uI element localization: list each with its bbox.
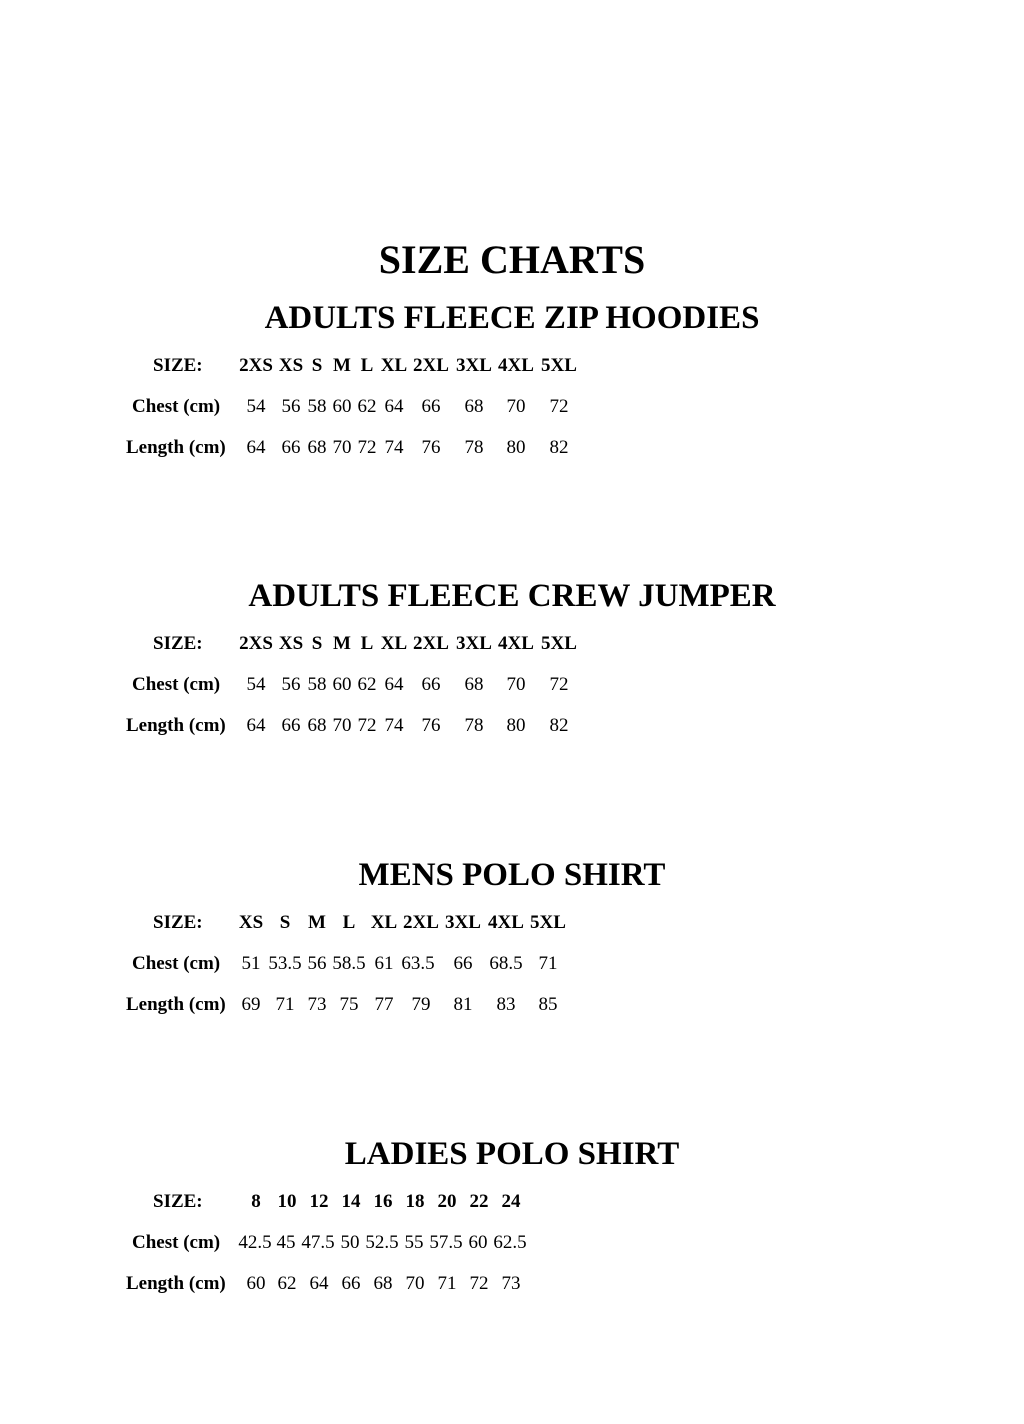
table-cell: XS [278, 355, 304, 376]
table-cell: 74 [384, 437, 404, 458]
table-cell: 20 [437, 1191, 457, 1212]
size-row [0, 631, 1024, 657]
table-cell: 70 [332, 437, 352, 458]
table-cell: 16 [373, 1191, 393, 1212]
table-cell: 2XS [239, 355, 273, 376]
row-label: SIZE: [153, 912, 203, 933]
table-cell: 74 [384, 715, 404, 736]
table-cell: S [311, 633, 323, 654]
section-title: ADULTS FLEECE ZIP HOODIES [264, 300, 760, 336]
table-cell: 63.5 [401, 953, 435, 974]
table-cell: 18 [405, 1191, 425, 1212]
table-cell: 68 [307, 437, 327, 458]
table-cell: 60 [332, 674, 352, 695]
table-cell: 70 [506, 396, 526, 417]
chest-row [0, 672, 1024, 698]
size-row [0, 353, 1024, 379]
table-cell: 78 [464, 437, 484, 458]
table-cell: 68 [307, 715, 327, 736]
table-cell: 64 [246, 715, 266, 736]
chest-row [0, 1230, 1024, 1256]
table-cell: 2XL [413, 633, 449, 654]
table-cell: XL [380, 355, 408, 376]
table-cell: 58 [307, 674, 327, 695]
table-cell: 66 [453, 953, 473, 974]
table-cell: 83 [496, 994, 516, 1015]
table-cell: 75 [339, 994, 359, 1015]
row-label: Chest (cm) [132, 1232, 221, 1253]
table-cell: 80 [506, 437, 526, 458]
table-cell: 5XL [541, 633, 577, 654]
table-cell: 53.5 [268, 953, 302, 974]
table-cell: 51 [241, 953, 261, 974]
table-cell: 54 [246, 674, 266, 695]
row-label: SIZE: [153, 633, 203, 654]
table-cell: M [333, 355, 351, 376]
table-cell: 69 [241, 994, 261, 1015]
length-row [0, 713, 1024, 739]
table-cell: XS [278, 633, 304, 654]
table-cell: 10 [277, 1191, 297, 1212]
table-cell: 66 [341, 1273, 361, 1294]
table-cell: M [333, 633, 351, 654]
table-cell: 56 [281, 674, 301, 695]
chest-row [0, 394, 1024, 420]
table-cell: 42.5 [238, 1232, 272, 1253]
section-title: MENS POLO SHIRT [358, 857, 666, 893]
row-label: SIZE: [153, 1191, 203, 1212]
table-cell: 81 [453, 994, 473, 1015]
table-cell: 68 [464, 674, 484, 695]
section-title: ADULTS FLEECE CREW JUMPER [248, 578, 776, 614]
table-cell: 14 [341, 1191, 361, 1212]
size-row [0, 1189, 1024, 1215]
row-label: SIZE: [153, 355, 203, 376]
section-title: LADIES POLO SHIRT [344, 1136, 680, 1172]
table-cell: 56 [307, 953, 327, 974]
table-cell: 54 [246, 396, 266, 417]
table-cell: 52.5 [365, 1232, 399, 1253]
table-cell: 73 [307, 994, 327, 1015]
table-cell: 22 [469, 1191, 489, 1212]
table-cell: XL [380, 633, 408, 654]
table-cell: 64 [309, 1273, 329, 1294]
length-row [0, 1271, 1024, 1297]
chest-row [0, 951, 1024, 977]
table-cell: L [342, 912, 356, 933]
table-cell: 57.5 [429, 1232, 463, 1253]
table-cell: 68.5 [489, 953, 523, 974]
table-cell: 60 [246, 1273, 266, 1294]
table-cell: 62 [357, 674, 377, 695]
table-cell: 80 [506, 715, 526, 736]
table-cell: 70 [506, 674, 526, 695]
table-cell: 77 [374, 994, 394, 1015]
row-label: Chest (cm) [132, 953, 221, 974]
table-cell: 68 [373, 1273, 393, 1294]
table-cell: 70 [332, 715, 352, 736]
table-cell: 45 [276, 1232, 296, 1253]
table-cell: 60 [332, 396, 352, 417]
table-cell: 76 [421, 715, 441, 736]
table-cell: 3XL [456, 355, 492, 376]
size-chart-section [0, 1134, 1024, 1334]
table-cell: 62 [357, 396, 377, 417]
row-label: Chest (cm) [132, 396, 221, 417]
size-chart-section [0, 576, 1024, 776]
row-label: Length (cm) [126, 994, 226, 1015]
size-chart-section [0, 298, 1024, 498]
table-cell: 72 [357, 437, 377, 458]
table-cell: 82 [549, 437, 569, 458]
table-cell: 70 [405, 1273, 425, 1294]
length-row [0, 992, 1024, 1018]
table-cell: 4XL [498, 355, 534, 376]
table-cell: 5XL [541, 355, 577, 376]
table-cell: 85 [538, 994, 558, 1015]
table-cell: L [360, 633, 374, 654]
table-cell: 4XL [498, 633, 534, 654]
table-cell: 66 [421, 396, 441, 417]
table-cell: 55 [404, 1232, 424, 1253]
table-cell: 60 [468, 1232, 488, 1253]
row-label: Chest (cm) [132, 674, 221, 695]
size-row [0, 910, 1024, 936]
table-cell: 3XL [456, 633, 492, 654]
table-cell: 68 [464, 396, 484, 417]
table-cell: 72 [549, 674, 569, 695]
table-cell: 76 [421, 437, 441, 458]
row-label: Length (cm) [126, 715, 226, 736]
table-cell: 24 [501, 1191, 521, 1212]
table-cell: 56 [281, 396, 301, 417]
table-cell: 78 [464, 715, 484, 736]
table-cell: S [311, 355, 323, 376]
table-cell: 12 [309, 1191, 329, 1212]
size-chart-section [0, 855, 1024, 1055]
table-cell: 71 [538, 953, 558, 974]
table-cell: 61 [374, 953, 394, 974]
row-label: Length (cm) [126, 437, 226, 458]
table-cell: L [360, 355, 374, 376]
table-cell: 72 [549, 396, 569, 417]
page-title: SIZE CHARTS [378, 237, 646, 282]
table-cell: 3XL [445, 912, 481, 933]
length-row [0, 435, 1024, 461]
table-cell: 66 [281, 437, 301, 458]
table-cell: 8 [251, 1191, 261, 1212]
table-cell: S [279, 912, 291, 933]
table-cell: 58 [307, 396, 327, 417]
table-cell: 82 [549, 715, 569, 736]
table-cell: 73 [501, 1273, 521, 1294]
table-cell: 66 [421, 674, 441, 695]
table-cell: 71 [275, 994, 295, 1015]
table-cell: 58.5 [332, 953, 366, 974]
table-cell: 64 [384, 396, 404, 417]
table-cell: 72 [357, 715, 377, 736]
table-cell: 62 [277, 1273, 297, 1294]
table-cell: M [308, 912, 326, 933]
row-label: Length (cm) [126, 1273, 226, 1294]
table-cell: 2XS [239, 633, 273, 654]
table-cell: 62.5 [493, 1232, 527, 1253]
table-cell: 5XL [530, 912, 566, 933]
table-cell: XS [238, 912, 264, 933]
table-cell: 72 [469, 1273, 489, 1294]
table-cell: 79 [411, 994, 431, 1015]
table-cell: 71 [437, 1273, 457, 1294]
table-cell: 2XL [413, 355, 449, 376]
table-cell: 66 [281, 715, 301, 736]
table-cell: 50 [340, 1232, 360, 1253]
table-cell: 2XL [403, 912, 439, 933]
table-cell: 47.5 [301, 1232, 335, 1253]
table-cell: 4XL [488, 912, 524, 933]
table-cell: 64 [384, 674, 404, 695]
table-cell: 64 [246, 437, 266, 458]
table-cell: XL [370, 912, 398, 933]
